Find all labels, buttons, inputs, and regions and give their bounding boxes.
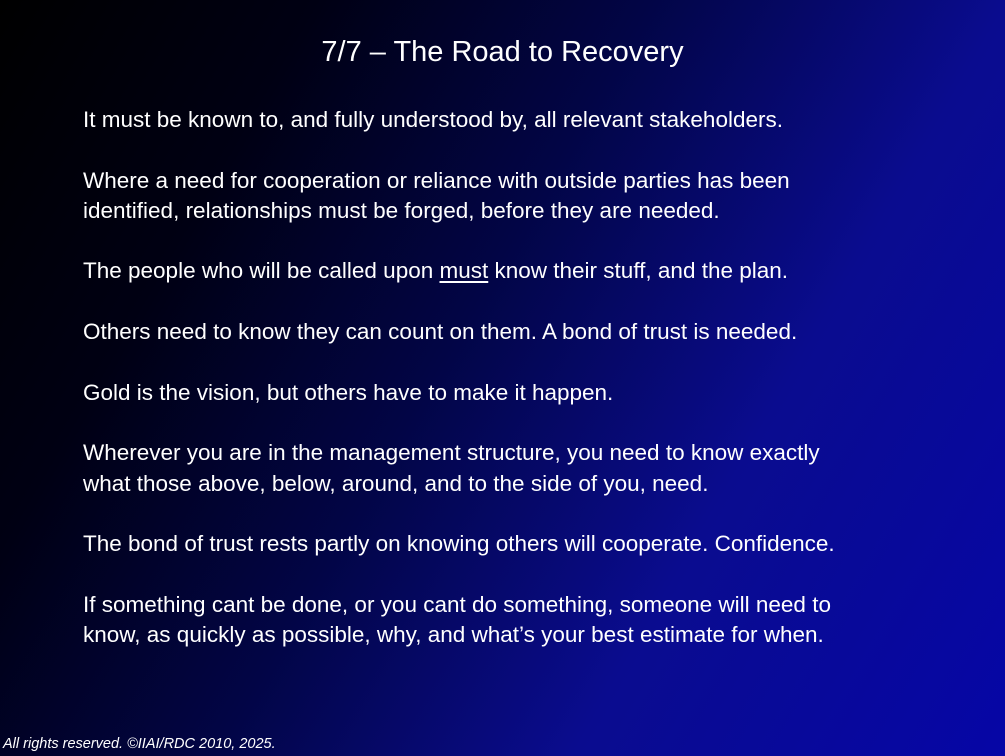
paragraph-text: It must be known to, and fully understood by, all relevant stakeholders.	[83, 107, 783, 132]
paragraph-line: Where a need for cooperation or reliance with outside parties has been	[83, 167, 790, 193]
slide-title: 7/7 – The Road to Recovery	[321, 36, 684, 68]
paragraph-text: know their stuff, and the plan.	[488, 258, 789, 284]
paragraph-cooperation	[83, 166, 963, 227]
paragraph-line: Wherever you are in the management structure, you need to know exactly	[83, 440, 820, 466]
paragraph-line: what those above, below, around, and to the side of you, need.	[83, 470, 709, 496]
copyright-footer: All rights reserved. ©IIAI/RDC 2010, 2025.	[3, 736, 276, 752]
paragraph-text: Gold is the vision, but others have to make it happen.	[83, 379, 614, 405]
paragraph-management	[83, 438, 963, 499]
paragraph-text: The people who will be called upon	[83, 258, 440, 284]
paragraph-stakeholders	[83, 105, 963, 135]
paragraph-people	[83, 256, 963, 286]
paragraph-line: know, as quickly as possible, why, and what’s your best estimate for when.	[83, 622, 824, 648]
paragraph-line: identified, relationships must be forged, before they are needed.	[83, 197, 720, 223]
emphasis-must: must	[439, 258, 489, 284]
paragraph-text: Others need to know they can count on them. A bond of trust is needed.	[83, 319, 798, 345]
paragraph-line: If something cant be done, or you cant do something, someone will need to	[83, 591, 831, 617]
slide-body	[83, 105, 963, 681]
paragraph-trust	[83, 317, 963, 347]
paragraph-estimate	[83, 590, 963, 651]
paragraph-text: The bond of trust rests partly on knowing others will cooperate. Confidence.	[83, 531, 835, 557]
paragraph-gold	[83, 378, 963, 408]
paragraph-confidence	[83, 529, 963, 559]
